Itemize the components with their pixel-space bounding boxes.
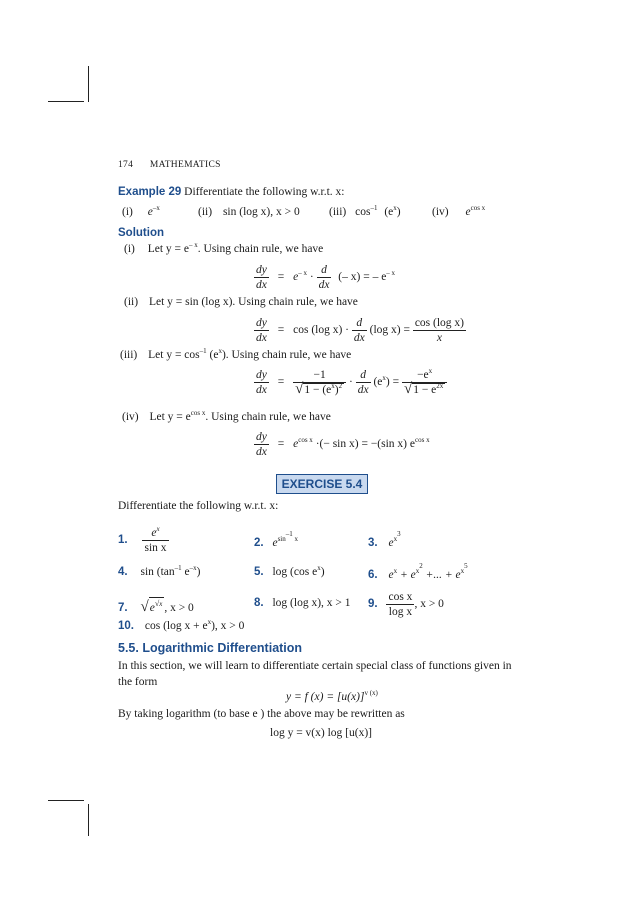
frac-den <box>293 383 346 397</box>
radicand <box>149 597 165 615</box>
sup-sup: –1 <box>285 530 293 538</box>
eq-text: y = f (x) = [u(x)] <box>286 691 365 703</box>
step-text: Let y = e <box>147 243 190 255</box>
part-expr: e <box>465 206 471 218</box>
solution-step-i <box>124 243 323 255</box>
dy-dx-fraction <box>254 263 269 292</box>
radicand-sup: x <box>331 382 335 390</box>
item-text: log (cos e <box>272 566 318 578</box>
radicand <box>412 383 445 397</box>
sqrt-icon: √ <box>403 381 413 397</box>
section-paragraph-1: In this section, we will learn to differentiate certain special class of functions given in <box>118 660 512 672</box>
part-sup: –1 <box>370 204 378 212</box>
dy-dx-fraction <box>254 316 269 345</box>
crop-mark-bottom-vertical <box>88 804 89 836</box>
item-number: 10. <box>118 620 134 632</box>
part-number: (iv) <box>432 206 449 218</box>
eq3-mid: (e <box>373 376 383 389</box>
equation-2 <box>254 316 466 345</box>
sup-sup: 3 <box>397 530 401 538</box>
step-sup: – x <box>189 241 198 249</box>
item-text2: e <box>181 566 190 578</box>
sup-text: x <box>393 535 398 543</box>
item-number: 9. <box>368 598 378 611</box>
step-text: Let y = e <box>149 411 191 423</box>
equals-sign: = <box>277 376 285 389</box>
step-number: (ii) <box>124 296 139 308</box>
frac-num: cos (log x) <box>414 317 465 329</box>
example-label: Example 29 <box>118 186 182 198</box>
exercise-item-8 <box>254 597 351 609</box>
frac-den: sin x <box>144 542 167 554</box>
item-fraction <box>386 590 414 619</box>
item-number: 7. <box>118 602 128 614</box>
frac-den: dx <box>256 446 267 458</box>
inner-radicand: x <box>159 600 163 608</box>
exercise-item-3 <box>368 530 401 549</box>
part-expr: e <box>147 206 153 218</box>
solution-step-ii <box>124 296 358 308</box>
item-text2: ) <box>320 566 325 578</box>
step-text-b: ). Using chain rule, we have <box>221 349 352 361</box>
item-radical <box>140 599 164 615</box>
solution-step-iv <box>122 411 331 423</box>
frac-den: log x <box>388 606 413 618</box>
step-text: Let y = cos <box>148 349 200 361</box>
solution-step-iii <box>120 349 351 361</box>
exercise-item-7 <box>118 597 194 615</box>
frac-den: dx <box>357 384 369 396</box>
exercise-item-1 <box>118 526 169 555</box>
sup-tail: x <box>292 535 298 543</box>
item-sup: x <box>393 567 398 575</box>
exercise-item-6 <box>368 562 468 581</box>
page-number: 174 <box>118 160 134 170</box>
radicand <box>303 383 344 397</box>
sqrt-icon: √ <box>140 599 149 615</box>
example-heading <box>118 186 345 198</box>
example-part-iv <box>432 206 485 218</box>
item-text2: + e <box>397 569 416 581</box>
item-cond: , x > 0 <box>164 602 194 614</box>
frac-den: dx <box>318 279 330 291</box>
part-number: (i) <box>122 206 133 218</box>
step-sup: –1 <box>199 347 207 355</box>
item-text: sin (tan <box>140 566 175 578</box>
example-part-ii <box>198 206 300 218</box>
radicand-close: ) <box>334 384 339 396</box>
rnum-text: −e <box>417 369 429 381</box>
item-number: 6. <box>368 569 378 581</box>
crop-mark-top-horizontal <box>48 101 84 102</box>
eq1-rest: (– x) = – e <box>338 271 387 284</box>
rden-text: 1 − e <box>413 384 437 396</box>
frac-den: dx <box>256 332 267 344</box>
sup-sup: 2 <box>419 562 423 570</box>
part-expr: cos <box>355 206 371 218</box>
d-dx-fraction <box>352 316 367 345</box>
item-number: 2. <box>254 537 264 549</box>
crop-mark-top-vertical <box>88 66 89 102</box>
section-equation-2: log y = v(x) log [u(x)] <box>270 727 372 739</box>
frac-den: dx <box>256 279 267 291</box>
item-base: e <box>272 537 278 549</box>
eq4-rest-sup: cos x <box>415 436 430 445</box>
eq2-result-fraction <box>413 316 466 345</box>
exercise-item-5 <box>254 566 325 578</box>
radicand-text: 1 − (e <box>304 384 332 396</box>
frac-num: d <box>356 368 371 383</box>
frac-den: x <box>436 332 442 344</box>
num-text: e <box>151 527 157 539</box>
d-dx-fraction <box>317 263 332 292</box>
item-text: e <box>388 569 394 581</box>
solution-heading: Solution <box>118 227 164 239</box>
equation-3: $\frac{dy}{dx}$ = $\frac{-1}{√1 - (e^x)^2}$ · $\frac{d}{dx}$ $(e^x)$ = $\frac{-e^x}{√1 - e^{2x}}$ <box>254 368 447 397</box>
eq3-left-fraction <box>293 368 346 397</box>
radicand-base: e <box>149 602 155 614</box>
part-close: ) <box>396 206 401 218</box>
frac-num <box>142 526 168 541</box>
exercise-title: EXERCISE 5.4 <box>281 477 363 491</box>
eq4-sup: cos x <box>298 436 313 445</box>
part-number: (iii) <box>329 206 347 218</box>
eq1-sup: – x <box>298 269 307 278</box>
item-text3: +... + e <box>422 569 461 581</box>
step-number: (iii) <box>120 349 138 361</box>
step-sup: cos x <box>190 409 206 417</box>
item-base: e <box>388 537 394 549</box>
frac-den <box>402 383 447 397</box>
item-sup <box>277 530 298 543</box>
step-text-b: . Using chain rule, we have <box>197 243 324 255</box>
dy-dx-fraction <box>254 430 269 459</box>
frac-num: dy <box>256 264 267 276</box>
sup-sup: 5 <box>464 562 468 570</box>
step-text-b: . Using chain rule, we have <box>205 411 331 423</box>
example-part-iii <box>329 206 401 218</box>
frac-num: d <box>317 263 332 278</box>
part-tail: (e <box>384 206 394 218</box>
step-text-mid: (e <box>206 349 219 361</box>
item-fraction <box>142 526 168 555</box>
sup-text: x <box>460 567 465 575</box>
item-sup2: –x <box>189 564 197 572</box>
section-paragraph-1b: the form <box>118 676 158 688</box>
item-number: 3. <box>368 537 378 549</box>
item-text: log (log x), x > 1 <box>272 597 351 609</box>
sqrt-icon: √ <box>295 381 304 397</box>
eq1-base: e <box>293 271 299 284</box>
section-paragraph-2: By taking logarithm (to base e ) the above may be rewritten as <box>118 708 405 720</box>
item-sup: x <box>317 564 321 572</box>
item-sup <box>393 530 401 543</box>
exercise-item-10 <box>118 620 244 632</box>
step-number: (iv) <box>122 411 139 423</box>
item-sup2 <box>415 562 423 575</box>
eq2-mid: (log x) = <box>369 324 410 337</box>
rnum-sup: x <box>428 367 433 375</box>
eq2-lhs: cos (log x) · <box>293 324 349 337</box>
part-number: (ii) <box>198 206 213 218</box>
step-text: Let y = sin (log x). Using chain rule, we have <box>148 296 358 308</box>
item-number: 8. <box>254 597 264 609</box>
dy-dx-fraction <box>254 368 269 397</box>
sup-text: sin <box>277 535 286 543</box>
radicand-square: 2 <box>338 382 343 390</box>
item-text: cos (log x + e <box>144 620 208 632</box>
rden-sup: 2x <box>436 382 444 390</box>
num-sup: x <box>156 525 160 533</box>
exercise-item-4 <box>118 566 200 578</box>
item-sup: x <box>207 618 212 626</box>
eq3-mid-close: ) = <box>385 376 400 389</box>
item-text2: ), x > 0 <box>211 620 245 632</box>
item-cond: , x > 0 <box>414 598 444 611</box>
radicand-sup <box>155 600 163 608</box>
item-text3: ) <box>196 566 201 578</box>
frac-num: −1 <box>293 368 346 383</box>
part-sup: cos x <box>470 204 486 212</box>
eq4-rest: ·(− sin x) = −(sin x) e <box>315 438 415 451</box>
section-heading: 5.5. Logarithmic Differentiation <box>118 641 303 655</box>
sqrt-icon: √ <box>154 599 160 608</box>
equals-sign: = <box>277 271 285 284</box>
equation-4 <box>254 430 430 459</box>
example-text: Differentiate the following w.r.t. x: <box>184 186 345 198</box>
part-expr: sin (log x), x > 0 <box>222 206 300 218</box>
crop-mark-bottom-horizontal <box>48 800 84 801</box>
section-equation-1 <box>286 691 378 703</box>
frac-den: dx <box>353 332 365 344</box>
frac-num: cos x <box>388 591 413 603</box>
equation-1: $\frac{dy}{dx}$ = $e^{- x}$ · $\frac{d}{dx}$ (– x) = – $e^{- x}$ <box>256 264 396 291</box>
item-sup: –1 <box>174 564 182 572</box>
frac-den: dx <box>256 384 267 396</box>
step-number: (i) <box>124 243 135 255</box>
part-tail-sup: x <box>393 204 397 212</box>
item-number: 5. <box>254 566 264 578</box>
frac-num: dy <box>256 369 267 381</box>
frac-num: dy <box>256 431 267 443</box>
eq4-base: e <box>293 438 299 451</box>
exercise-item-9 <box>368 590 444 619</box>
eq-sup: v (x) <box>364 689 378 697</box>
item-number: 4. <box>118 566 128 578</box>
exercise-title-box <box>276 474 368 494</box>
exercise-item-2 <box>254 530 298 549</box>
part-sup: –x <box>152 204 160 212</box>
exercise-intro: Differentiate the following w.r.t. x: <box>118 500 279 512</box>
sup-text: x <box>415 567 420 575</box>
item-number: 1. <box>118 534 128 547</box>
eq3-right-fraction <box>402 368 447 397</box>
d-dx-fraction <box>356 368 371 397</box>
eq3-mid-sup: x <box>382 374 386 383</box>
equals-sign: = <box>277 324 285 337</box>
example-part-i <box>122 206 160 218</box>
frac-num: d <box>352 316 367 331</box>
eq1-rest-sup: – x <box>386 269 396 278</box>
equals-sign: = <box>277 438 285 451</box>
subject-title: MATHEMATICS <box>149 160 221 170</box>
frac-num: dy <box>256 317 267 329</box>
item-sup3 <box>460 562 468 575</box>
page-header <box>118 160 221 170</box>
step-sup2: x <box>218 347 222 355</box>
